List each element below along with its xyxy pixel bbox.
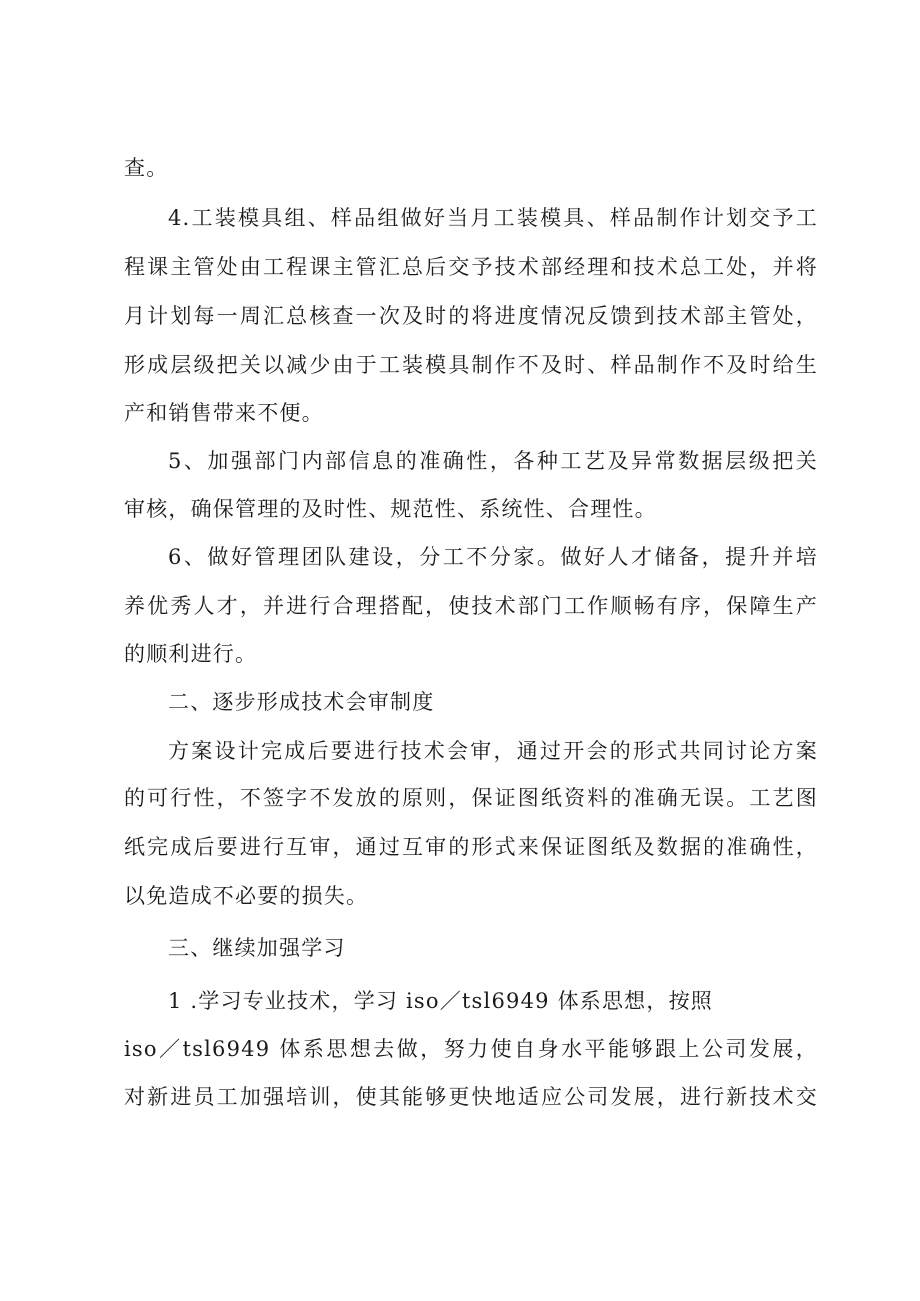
section-heading: 三、继续加强学习 (168, 936, 346, 960)
section-heading: 二、逐步形成技术会审制度 (168, 690, 435, 714)
text-line: iso／tsl6949 体系思想去做，努力使自身水平能够跟上公司发展， (124, 1037, 818, 1061)
text-line: 的可行性，不签字不发放的原则，保证图纸资料的准确无误。工艺图 (124, 786, 818, 810)
text-line: 对新进员工加强培训，使其能够更快地适应公司发展，进行新技术交 (124, 1085, 818, 1109)
text-line: 6、做好管理团队建设，分工不分家。做好人才储备，提升并培 (168, 545, 818, 569)
text-line: 养优秀人才，并进行合理搭配，使技术部门工作顺畅有序，保障生产 (124, 594, 818, 618)
text-line: 以免造成不必要的损失。 (124, 884, 369, 908)
text-line: 4.工装模具组、样品组做好当月工装模具、样品制作计划交予工 (168, 206, 818, 230)
text-line: 月计划每一周汇总核查一次及时的将进度情况反馈到技术部主管处， (124, 304, 818, 328)
text-line: 产和销售带来不便。 (124, 401, 324, 425)
text-line: 形成层级把关以减少由于工装模具制作不及时、样品制作不及时给生 (124, 353, 818, 377)
text-line: 方案设计完成后要进行技术会审，通过开会的形式共同讨论方案 (168, 739, 818, 763)
text-line: 纸完成后要进行互审，通过互审的形式来保证图纸及数据的准确性， (124, 835, 818, 859)
text-line: 5、加强部门内部信息的准确性，各种工艺及异常数据层级把关 (168, 449, 818, 473)
text-line: 1 .学习专业技术，学习 iso／tsl6949 体系思想，按照 (168, 989, 713, 1013)
text-line: 的顺利进行。 (124, 642, 258, 666)
text-line: 审核，确保管理的及时性、规范性、系统性、合理性。 (124, 497, 657, 521)
text-line: 查。 (124, 156, 169, 180)
text-line: 程课主管处由工程课主管汇总后交予技术部经理和技术总工处，并将 (124, 255, 818, 279)
